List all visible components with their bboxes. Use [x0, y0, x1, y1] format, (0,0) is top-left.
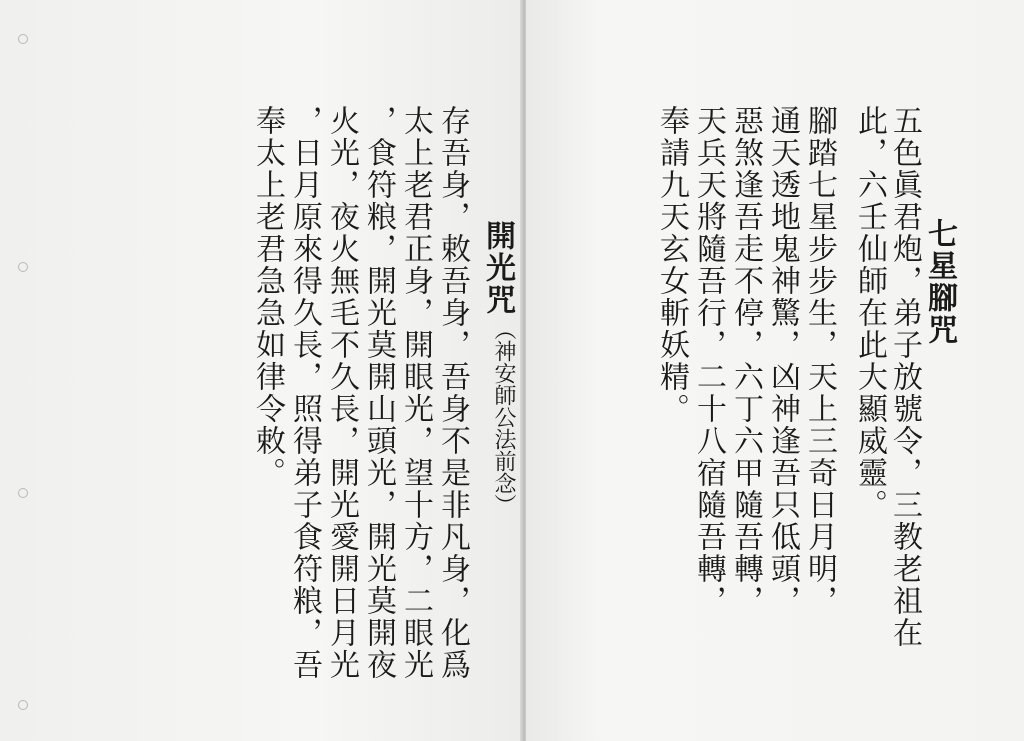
left-page-title: 開光咒 — [480, 220, 515, 316]
binding-hole — [18, 700, 28, 710]
text-column: 奉太上老君急急如律令敕。 — [250, 105, 285, 489]
binding-hole — [18, 34, 28, 44]
text-column: 存吾身，敕吾身，吾身不是非凡身，化爲 — [435, 105, 470, 681]
right-page-title: 七星腳咒 — [922, 218, 957, 346]
text-column: ，食符粮，開光莫開山頭光，開光莫開夜 — [361, 105, 396, 681]
text-column: 太上老君正身，開眼光，望十方，二眼光 — [398, 105, 433, 681]
binding-hole — [18, 488, 28, 498]
text-column: 五色眞君炮，弟子放號令，三教老祖在 — [887, 105, 922, 649]
text-column: ，日月原來得久長，照得弟子食符粮，吾 — [287, 105, 322, 681]
text-column: 通天透地鬼神驚，凶神逢吾只低頭， — [765, 105, 800, 617]
text-column: 腳踏七星步步生，天上三奇日月明， — [802, 105, 837, 617]
text-column: 此，六壬仙師在此大顯威靈。 — [852, 105, 887, 521]
title-note: （神安師公法前念） — [491, 318, 516, 516]
text-column: 奉請九天玄女斬妖精。 — [654, 105, 689, 425]
text-column: 火光，夜火無毛不久長，開光愛開日月光 — [324, 105, 359, 681]
binding-hole — [18, 262, 28, 272]
text-column: 惡煞逢吾走不停，六丁六甲隨吾轉， — [728, 105, 763, 617]
text-column: 天兵天將隨吾行，二十八宿隨吾轉， — [691, 105, 726, 617]
